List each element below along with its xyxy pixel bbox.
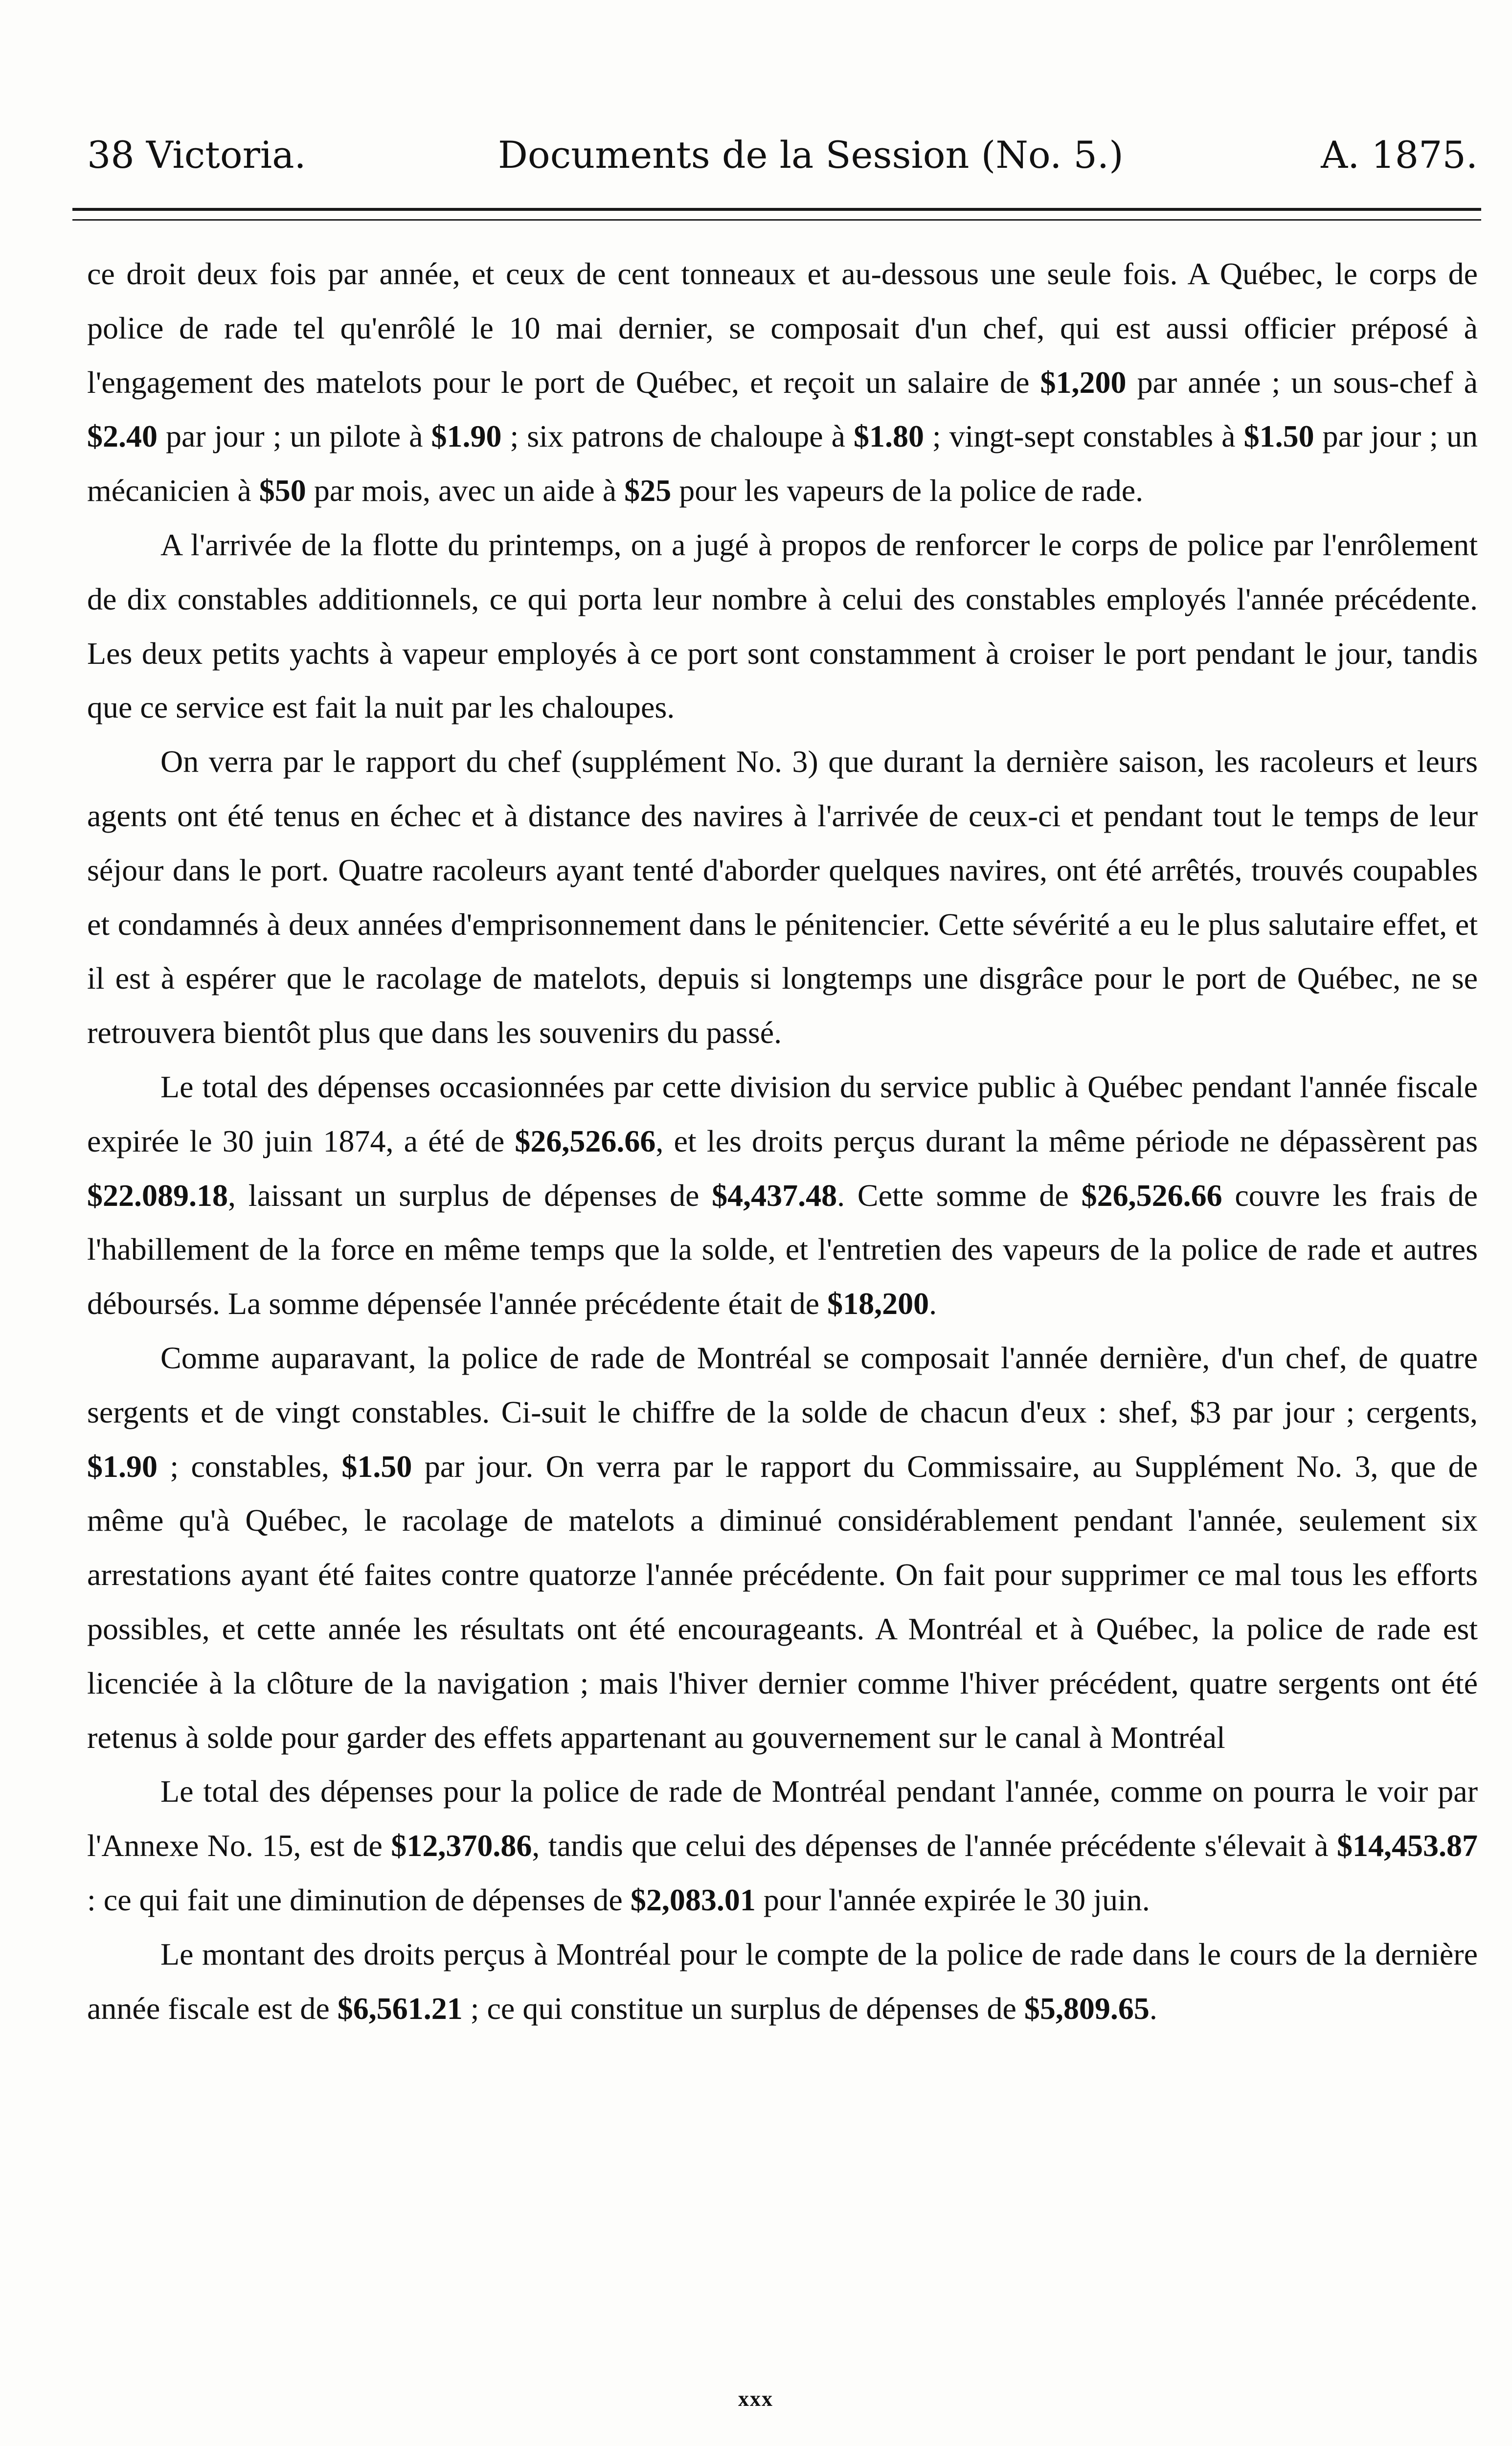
amount: $50 [259, 473, 306, 508]
header-volume: 38 Victoria. [87, 133, 306, 177]
paragraph: Le total des dépenses pour la police de rade de Montréal pendant l'année, comme on pourra le voir par l'Annexe No. 15, est de $12,370.86, tandis que celui des dépenses de l'année précédente s'élevait à $14,453.87 : ce qui fait une diminution de dépenses de $2,083.01 pour l'année expirée le 30 juin. [87, 1774, 1478, 1917]
paragraph: A l'arrivée de la flotte du printemps, on a jugé à propos de renforcer le corps de police par l'enrôlement de dix constables additionnels, ce qui porta leur nombre à celui des constables employés l'année précédente. Les deux petits yachts à vapeur employés à ce port sont constamment à croiser le port pendant le jour, tandis que ce service est fait la nuit par les chaloupes. [87, 527, 1478, 725]
amount: $14,453.87 [1337, 1828, 1478, 1863]
amount: $26,526.66 [515, 1123, 656, 1158]
amount: $25 [624, 473, 672, 508]
paragraph: On verra par le rapport du chef (supplément No. 3) que durant la dernière saison, les racoleurs et leurs agents ont été tenus en échec et à distance des navires à l'arrivée de ceux-ci et pendant tout le temps de leur séjour dans le port. Quatre racoleurs ayant tenté d'aborder quelques navires, ont été arrêtés, trouvés coupables et condamnés à deux années d'emprisonnement dans le pénitencier. Cette sévérité a eu le plus salutaire effet, et il est à espérer que le racolage de matelots, depuis si longtemps une disgrâce pour le port de Québec, ne se retrouvera bientôt plus que dans les souvenirs du passé. [87, 744, 1478, 1050]
header-rule-thin [72, 219, 1481, 221]
paragraph: Comme auparavant, la police de rade de Montréal se composait l'année dernière, d'un chef, de quatre sergents et de vingt constables. Ci-suit le chiffre de la solde de chacun d'eux : shef, $3 par jour ; cergents, $1.90 ; constables, $1.50 par jour. On verra par le rapport du Commissaire, au Supplément No. 3, que de même qu'à Québec, le racolage de matelots a diminué considérablement pendant l'année, seulement six arrestations ayant été faites contre quatorze l'année précédente. On fait pour supprimer ce mal tous les efforts possibles, et cette année les résultats ont été encourageants. A Montréal et à Québec, la police de rade est licenciée à la clôture de la navigation ; mais l'hiver dernier comme l'hiver précédent, quatre sergents ont été retenus à solde pour garder des effets appartenant au gouvernement sur le canal à Montréal [87, 1340, 1478, 1755]
amount: $26,526.66 [1081, 1178, 1222, 1213]
body-text [87, 247, 1478, 2036]
running-header [87, 128, 1478, 182]
header-title: Documents de la Session (No. 5.) [498, 133, 1124, 177]
paragraph-continued: ce droit deux fois par année, et ceux de cent tonneaux et au-dessous une seule fois. A Québec, le corps de police de rade tel qu'enrôlé le 10 mai dernier, se composait d'un chef, qui est aussi officier préposé à l'engagement des matelots pour le port de Québec, et reçoit un salaire de $1,200 par année ; un sous-chef à $2.40 par jour ; un pilote à $1.90 ; six patrons de chaloupe à $1.80 ; vingt-sept constables à $1.50 par jour ; un mécanicien à $50 par mois, avec un aide à $25 pour les vapeurs de la police de rade. [87, 256, 1478, 508]
amount: $6,561.21 [337, 1991, 463, 2026]
amount: $4,437.48 [712, 1178, 837, 1213]
amount: $2,083.01 [630, 1882, 756, 1917]
amount: $2.40 [87, 419, 158, 454]
amount: $1.50 [1243, 419, 1314, 454]
page-footer-mark: xxx [738, 2387, 773, 2411]
paragraph: Le total des dépenses occasionnées par cette division du service public à Québec pendant l'année fiscale expirée le 30 juin 1874, a été de $26,526.66, et les droits perçus durant la même période ne dépassèrent pas $22.089.18, laissant un surplus de dépenses de $4,437.48. Cette somme de $26,526.66 couvre les frais de l'habillement de la force en même temps que la solde, et l'entretien des vapeurs de la police de rade et autres déboursés. La somme dépensée l'année précédente était de $18,200. [87, 1069, 1478, 1321]
amount: $1.90 [87, 1449, 158, 1484]
paragraph: Le montant des droits perçus à Montréal pour le compte de la police de rade dans le cours de la dernière année fiscale est de $6,561.21 ; ce qui constitue un surplus de dépenses de $5,809.65. [87, 1936, 1478, 2026]
amount: $1.90 [431, 419, 502, 454]
amount: $18,200 [827, 1286, 929, 1321]
amount: $1,200 [1040, 364, 1127, 400]
amount: $1.50 [341, 1449, 412, 1484]
header-rule-thick [72, 208, 1481, 211]
amount: $12,370.86 [391, 1828, 532, 1863]
amount: $22.089.18 [87, 1178, 228, 1213]
amount: $1.80 [853, 419, 924, 454]
amount: $5,809.65 [1024, 1991, 1150, 2026]
header-year: A. 1875. [1321, 133, 1478, 177]
